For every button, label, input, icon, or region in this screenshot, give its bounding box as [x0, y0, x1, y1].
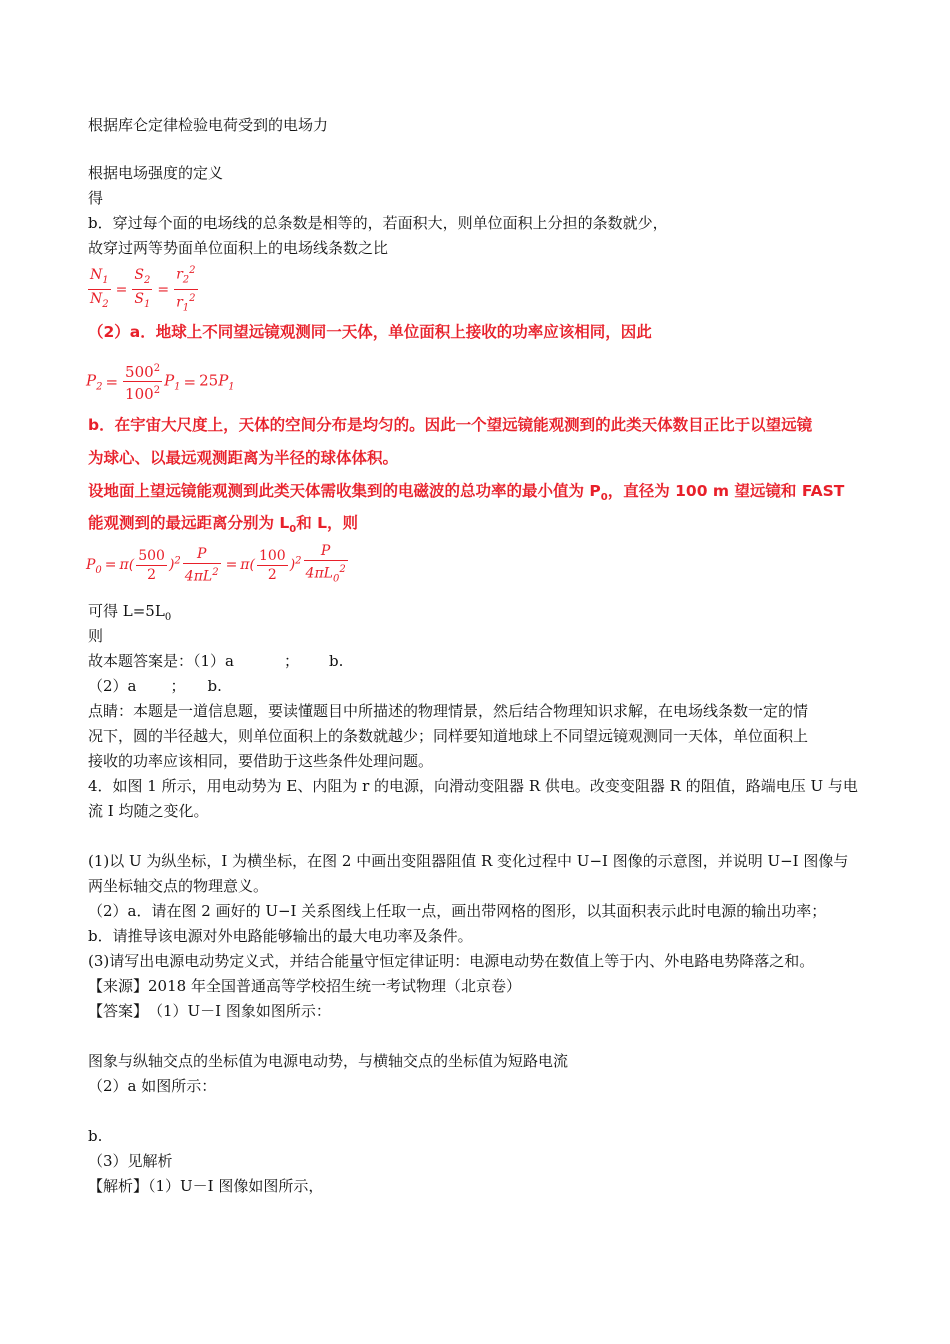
text-line: b．请推导该电源对外电路能够输出的最大电功率及条件。 — [88, 927, 473, 945]
text-line-red: 为球心、以最远观测距离为半径的球体体积。 — [88, 449, 399, 467]
text-line-red — [88, 513, 358, 540]
text-line: （3）见解析 — [88, 1152, 173, 1170]
text-line-red — [88, 481, 844, 508]
text-line: (1)以 U 为纵坐标，I 为横坐标，在图 2 中画出变阻器阻值 R 变化过程中 U−I 图像的示意图，并说明 U−I 图像与 — [88, 852, 849, 870]
subscript: 0 — [164, 612, 172, 623]
text-span: 设地面上望远镜能观测到此类天体需收集到的电磁波的总功率的最小值为 P — [88, 482, 601, 500]
text-line: 根据库仑定律检验电荷受到的电场力 — [88, 116, 329, 134]
text-span: b. — [207, 677, 222, 695]
text-span: b. — [329, 652, 344, 670]
text-line: 流 I 均随之变化。 — [88, 802, 209, 820]
formula-ratio: $\frac{N_1}{N_2}$ = $\frac{S_2}{S_1}$ = $\frac{r_2^2}{r_1^2}$ — [86, 262, 200, 318]
text-span: 能观测到的最远距离分别为 L — [88, 514, 290, 532]
text-span: 和 L，则 — [296, 514, 359, 532]
text-line: 故穿过两等势面单位面积上的电场线条数之比 — [88, 239, 389, 257]
text-line: 则 — [88, 627, 104, 645]
text-line-red: （2）a．地球上不同望远镜观测同一天体，单位面积上接收的功率应该相同，因此 — [88, 323, 652, 341]
subscript: 0 — [600, 492, 608, 504]
text-line — [88, 676, 222, 696]
text-line: （2）a．请在图 2 画好的 U−I 关系图线上任取一点，画出带网格的图形，以其面积表示此时电源的输出功率； — [88, 902, 827, 920]
text-line: 根据电场强度的定义 — [88, 164, 224, 182]
formula-power: $P_2$ = $\frac{500^2}{100^2}$ $P_1 = 25P_1$ — [86, 360, 235, 403]
text-line: b. — [88, 1127, 103, 1145]
text-line: 【解析】（1）U－I 图像如图所示， — [88, 1177, 324, 1195]
text-span: 故本题答案是：（1）a — [88, 652, 234, 670]
text-line: 【来源】2018 年全国普通高等学校招生统一考试物理（北京卷） — [88, 977, 521, 995]
text-line: 接收的功率应该相同，要借助于这些条件处理问题。 — [88, 752, 434, 770]
text-line: (3)请写出电源电动势定义式，并结合能量守恒定律证明：电源电动势在数值上等于内、外电路电势降落之和。 — [88, 952, 815, 970]
text-span: 可得 L=5L — [88, 602, 165, 620]
text-line: 4．如图 1 所示，用电动势为 E、内阻为 r 的电源，向滑动变阻器 R 供电。改变变阻器 R 的阻值，路端电压 U 与电 — [88, 777, 858, 795]
formula-p0: $P_0 = \pi$( $\frac{500}{2}$ )$^2$ $\frac{P}{4\pi L^2}$ = π( $\frac{100}{2}$ )$^2$ $\frac{P}{4\pi L_0^2}$ — [86, 543, 346, 585]
text-line: 得 — [88, 189, 104, 207]
text-line: 【答案】 （1）U－I 图象如图所示： — [88, 1002, 331, 1020]
text-span: ，直径为 100 m 望远镜和 FAST — [607, 482, 845, 500]
text-span: （2）a — [88, 677, 137, 695]
text-line — [88, 601, 171, 628]
text-line: （2）a 如图所示： — [88, 1077, 217, 1095]
text-line: 两坐标轴交点的物理意义。 — [88, 877, 269, 895]
text-line: 点睛：本题是一道信息题，要读懂题目中所描述的物理情景，然后结合物理知识求解，在电场线条数一定的情 — [88, 702, 809, 720]
subscript: 0 — [289, 524, 297, 536]
text-line: 况下，圆的半径越大，则单位面积上的条数就越少；同样要知道地球上不同望远镜观测同一天体，单位面积上 — [88, 727, 809, 745]
text-line-red: b．在宇宙大尺度上，天体的空间分布是均匀的。因此一个望远镜能观测到的此类天体数目正比于以望远镜 — [88, 416, 813, 434]
text-span: ； — [170, 677, 186, 695]
text-line: 图象与纵轴交点的坐标值为电源电动势，与横轴交点的坐标值为短路电流 — [88, 1052, 569, 1070]
text-span: ； — [284, 652, 300, 670]
text-line — [88, 651, 343, 671]
text-line: b．穿过每个面的电场线的总条数是相等的，若面积大，则单位面积上分担的条数就少， — [88, 214, 668, 232]
